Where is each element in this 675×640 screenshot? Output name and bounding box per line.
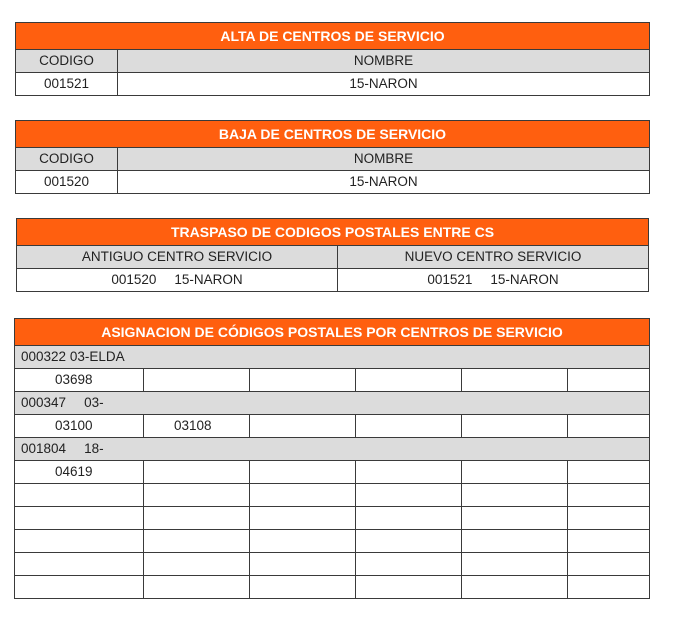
postal-code: 04619: [15, 461, 144, 484]
group-header: [15, 346, 650, 369]
baja-title: BAJA DE CENTROS DE SERVICIO: [16, 121, 650, 148]
group-codigo: 001804: [21, 441, 67, 456]
empty-row: [15, 507, 650, 530]
group-header: [15, 438, 650, 461]
traspaso-col-nuevo: NUEVO CENTRO SERVICIO: [338, 246, 649, 269]
asignacion-table: [14, 318, 650, 599]
antiguo-nombre: 15-NARON: [174, 272, 243, 287]
postal-cell: [250, 461, 356, 484]
postal-cell: [356, 369, 462, 392]
asignacion-title: ASIGNACION DE CÓDIGOS POSTALES POR CENTROS DE SERVICIO: [15, 319, 650, 346]
alta-col-nombre: NOMBRE: [118, 50, 650, 73]
alta-col-codigo: CODIGO: [16, 50, 118, 73]
postal-row: [15, 369, 650, 392]
empty-row: [15, 576, 650, 599]
traspaso-col-antiguo: ANTIGUO CENTRO SERVICIO: [17, 246, 338, 269]
alta-codigo: 001521: [16, 73, 118, 96]
empty-row: [15, 530, 650, 553]
postal-row: [15, 461, 650, 484]
group-codigo: 000322: [21, 349, 67, 364]
postal-cell: [462, 369, 568, 392]
postal-cell: [462, 415, 568, 438]
postal-cell: [356, 461, 462, 484]
alta-nombre: 15-NARON: [118, 73, 650, 96]
baja-nombre: 15-NARON: [118, 171, 650, 194]
antiguo-codigo: 001520: [111, 272, 157, 287]
postal-cell: [568, 369, 650, 392]
postal-cell: [568, 461, 650, 484]
traspaso-nuevo: [338, 269, 649, 292]
baja-col-nombre: NOMBRE: [118, 148, 650, 171]
postal-cell: [144, 369, 250, 392]
empty-row: [15, 553, 650, 576]
alta-table: [15, 22, 650, 96]
baja-col-codigo: CODIGO: [16, 148, 118, 171]
postal-cell: [250, 415, 356, 438]
postal-cell: [462, 461, 568, 484]
postal-cell: [144, 461, 250, 484]
postal-cell: [250, 369, 356, 392]
alta-title: ALTA DE CENTROS DE SERVICIO: [16, 23, 650, 50]
empty-row: [15, 484, 650, 507]
traspaso-title: TRASPASO DE CODIGOS POSTALES ENTRE CS: [17, 219, 649, 246]
group-nombre: 03-: [84, 395, 104, 410]
postal-row: [15, 415, 650, 438]
postal-cell: [568, 415, 650, 438]
postal-cell: [356, 415, 462, 438]
traspaso-table: [16, 218, 649, 292]
nuevo-nombre: 15-NARON: [490, 272, 559, 287]
group-nombre: 03-ELDA: [69, 349, 125, 364]
postal-code: 03108: [144, 415, 250, 438]
baja-table: [15, 120, 650, 194]
nuevo-codigo: 001521: [427, 272, 473, 287]
postal-code: 03698: [15, 369, 144, 392]
group-codigo: 000347: [21, 395, 67, 410]
postal-code: 03100: [15, 415, 144, 438]
group-header: [15, 392, 650, 415]
group-nombre: 18-: [84, 441, 104, 456]
baja-codigo: 001520: [16, 171, 118, 194]
traspaso-antiguo: [17, 269, 338, 292]
